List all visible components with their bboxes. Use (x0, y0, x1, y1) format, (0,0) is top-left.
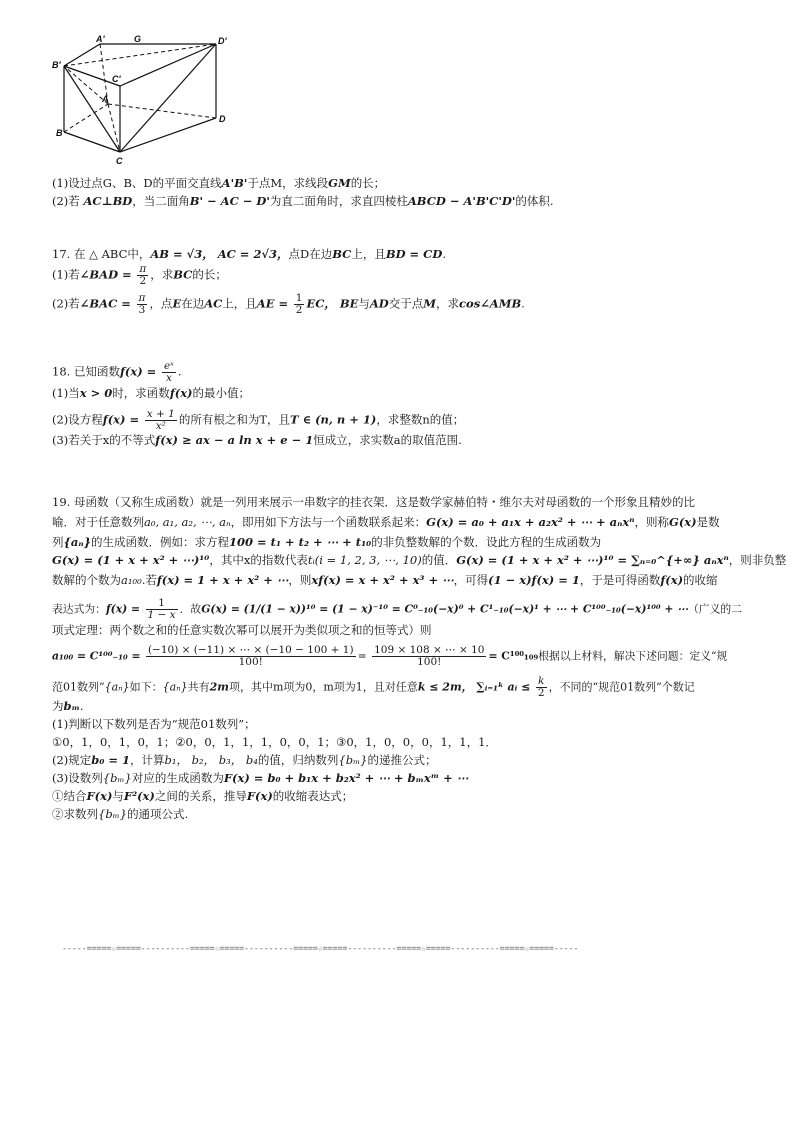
q19-line1: 19. 母函数（又称生成函数）就是一列用来展示一串数字的挂衣架．这是数学家赫伯特・维尔夫对母函数的一个形象且精妙的比 (52, 495, 695, 509)
q19-part3-ii: ②求数列{bₘ}的通项公式. (52, 807, 189, 821)
fraction: $\frac{1}{1 - x}$ (147, 597, 176, 622)
q18-part3: (3)若关于x的不等式f(x) ≥ ax − a ln x + e − 1恒成立，求实数a的取值范围. (52, 433, 462, 447)
q17-part2: (2)若∠BAC = $\frac{\pi}{3}$ ，点E在边AC上，且AE = $\frac{1}{2}$ EC， BE与AD交于点M，求cos∠AMB. (52, 292, 525, 317)
q18-stem: 18. 已知函数f(x) = $\frac{\text{eˣ}}{x}$ . (52, 360, 182, 385)
q19-line6: 表达式为：f(x) = $\frac{1}{1 - x}$ ．故G(x) = (1/(1 − x))¹⁰ = (1 − x)⁻¹⁰ = C⁰₋₁₀(−x)⁰ + C¹₋₁₀(−x)¹ + ⋯ + C¹⁰⁰₋₁₀(−x)¹⁰⁰ + ⋯（广义的二 (52, 597, 742, 622)
label-a: A (102, 94, 109, 104)
label-b: B (56, 128, 63, 138)
label-b-prime: B' (52, 60, 61, 70)
q19-part1: (1)判断以下数列是否为“规范01数列”； (52, 717, 256, 731)
fraction: $\frac{\pi}{2}$ (139, 263, 147, 288)
fraction: $\frac{109 \times 108 \times \cdots \times 10}{100!}$ (374, 644, 485, 669)
q19-part1-sequences: ①0，1，0，1，0，1；②0，0，1，1，1，0，0，1；③0，1，0，0，0，1，1，1． (52, 735, 497, 749)
q19-line3: 列{aₙ}的生成函数．例如：求方程100 = t₁ + t₂ + ⋯ + t₁₀的非负整数解的个数．设此方程的生成函数为 (52, 535, 602, 549)
label-c-prime: C' (112, 74, 121, 84)
fraction: $\frac{\pi}{3}$ (138, 292, 146, 317)
q19-line4: G(x) = (1 + x + x² + ⋯)¹⁰，其中x的指数代表tᵢ(i = 1, 2, 3, ⋯, 10)的值．G(x) = (1 + x + x² + ⋯)¹⁰ = ∑ₙ₌₀^{+∞} aₙxⁿ，则非负整 (52, 553, 787, 567)
q19-line9: 范01数列”{aₙ}如下：{aₙ}共有2m项，其中m项为0，m项为1，且对任意k ≤ 2m， ∑ᵢ₌₁ᵏ aᵢ ≤ $\frac{k}{2}$ ，不同的“规范01数列”个数记 (52, 675, 695, 700)
label-d: D (219, 114, 226, 124)
q19-part3: (3)设数列{bₘ}对应的生成函数为F(x) = b₀ + b₁x + b₂x² + ⋯ + bₘxᵐ + ⋯ (52, 771, 469, 785)
fraction: $\frac{(-10) \times (-11) \times \cdots \times (-10 - 100 + 1)}{100!}$ (147, 644, 354, 669)
fraction: $\frac{\text{eˣ}}{x}$ (163, 360, 174, 385)
q19-line10: 为bₘ. (52, 699, 84, 713)
label-d-prime: D' (218, 36, 227, 46)
q18-part2: (2)设方程f(x) = $\frac{x + 1}{\text{x²}}$ 的所有根之和为T，且T ∈ (n, n + 1)，求整数n的值； (52, 408, 465, 433)
q19-part3-i: ①结合F(x)与F²(x)之间的关系，推导F(x)的收缩表达式； (52, 789, 354, 803)
q19-line5: 数解的个数为a₁₀₀.若f(x) = 1 + x + x² + ⋯，则xf(x) = x + x² + x³ + ⋯，可得(1 − x)f(x) = 1，于是可得函数f(x)的收缩 (52, 573, 718, 587)
q18-part1: (1)当x > 0时，求函数f(x)的最小值； (52, 386, 250, 400)
q19-line2: 喻．对于任意数列a₀, a₁, a₂, ⋯, aₙ，即用如下方法与一个函数联系起来：G(x) = a₀ + a₁x + a₂x² + ⋯ + aₙxⁿ，则称G(x)是数 (52, 515, 720, 529)
q16-part2: (2)若 AC⊥BD，当二面角B' − AC − D'为直二面角时，求直四棱柱ABCD − A'B'C'D'的体积. (52, 194, 554, 208)
label-a-prime: A' (96, 34, 105, 44)
label-c: C (116, 156, 123, 166)
q19-part2: (2)规定b₀ = 1，计算b₁， b₂， b₃， b₄的值，归纳数列{bₘ}的递推公式； (52, 753, 437, 767)
q16-part1: (1)设过点G、B、D的平面交直线A'B'于点M，求线段GM的长； (52, 176, 386, 190)
footer-divider: -----=====☆=====----------=====☆=====----------=====☆=====----------=====☆=====----------=====☆=====----- (62, 944, 579, 954)
q19-line8: a₁₀₀ = C¹⁰⁰₋₁₀ = $\frac{(-10) \times (-11) \times \cdots \times (-10 - 100 + 1)}{100!}$ = $\frac{109 \times 108 \times \cdots \times 10}{100!}$ = C¹⁰⁰₁₀₉根据以上材料，解决下述问题：定义“规 (52, 644, 728, 669)
q17-part1: (1)若∠BAD = $\frac{\pi}{2}$ ，求BC的长； (52, 263, 227, 288)
fraction: $\frac{x + 1}{\text{x²}}$ (146, 408, 175, 433)
fraction: $\frac{1}{2}$ (295, 292, 303, 317)
prism-figure (52, 34, 232, 170)
fraction: $\frac{k}{2}$ (537, 675, 545, 700)
q17-stem: 17. 在 △ ABC中，AB = √3， AC = 2√3，点D在边BC上，且BD = CD. (52, 247, 446, 261)
label-g: G (134, 34, 142, 44)
q19-line7: 项式定理：两个数之和的任意实数次幂可以展开为类似项之和的恒等式）则 (52, 623, 432, 637)
